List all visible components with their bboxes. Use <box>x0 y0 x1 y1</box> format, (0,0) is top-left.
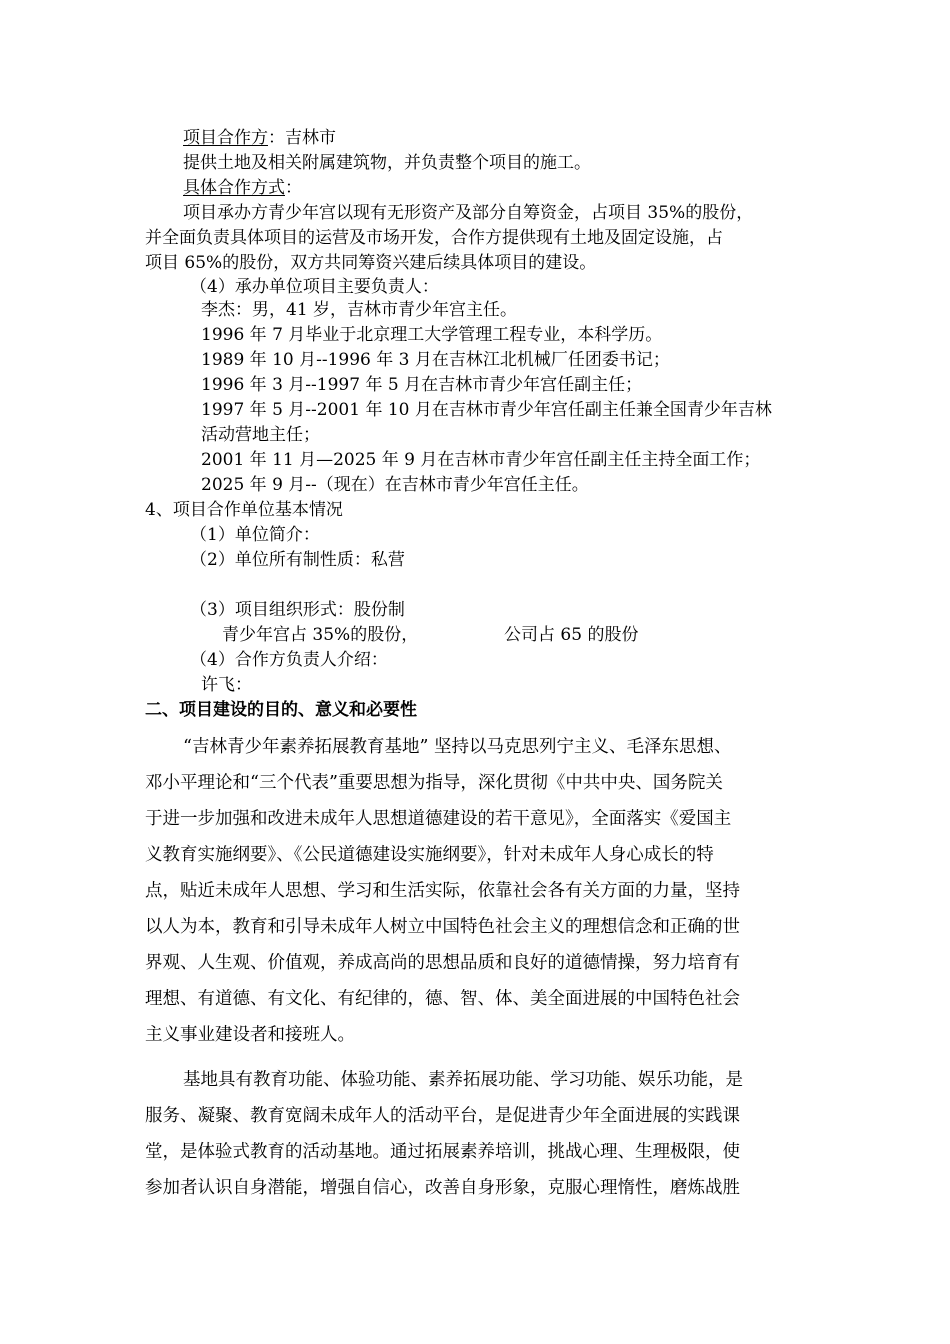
method-colon: ： <box>285 178 302 198</box>
leader-line: 活动营地主任； <box>201 425 320 445</box>
partner-leader-name: 许飞： <box>201 675 252 695</box>
section4-intro: （1）单位简介： <box>190 525 320 545</box>
method-text-line: 并全面负责具体项目的运营及市场开发，合作方提供现有土地及固定设施，占 <box>145 228 723 248</box>
para1-line: 于进一步加强和改进未成年人思想道德建设的若干意见》，全面落实《爱国主 <box>145 809 732 829</box>
leader-line: 1996 年 3 月--1997 年 5 月在吉林市青少年宫任副主任； <box>201 375 643 395</box>
partner-leader-heading: （4）合作方负责人介绍： <box>190 650 388 670</box>
leader-line: 李杰：男，41 岁，吉林市青少年宫主任。 <box>201 300 518 320</box>
method-text-line: 项目 65%的股份，双方共同筹资兴建后续具体项目的建设。 <box>145 253 597 273</box>
para1-line: 义教育实施纲要》、《公民道德建设实施纲要》，针对未成年人身心成长的特 <box>145 845 714 865</box>
para1-line: 点，贴近未成年人思想、学习和生活实际，依靠社会各有关方面的力量，坚持 <box>145 881 740 901</box>
method-label: 具体合作方式 <box>183 178 285 198</box>
partner-label: 项目合作方 <box>183 128 268 148</box>
share-right: 公司占 65 的股份 <box>504 625 639 645</box>
para1-line: 邓小平理论和“三个代表”重要思想为指导，深化贯彻《中共中央、国务院关 <box>145 773 723 793</box>
para2-line: 堂，是体验式教育的活动基地。通过拓展素养培训，挑战心理、生理极限，使 <box>145 1142 740 1162</box>
share-left: 青少年宫占 35%的股份， <box>222 625 419 645</box>
section4-form: （3）项目组织形式：股份制 <box>190 600 405 620</box>
leader-line: 1997 年 5 月--2001 年 10 月在吉林市青少年宫任副主任兼全国青少年吉林 <box>201 400 772 420</box>
partner-desc: 提供土地及相关附属建筑物，并负责整个项目的施工。 <box>183 153 591 173</box>
leader-heading: （4）承办单位项目主要负责人： <box>190 277 439 297</box>
section4-title: 4、项目合作单位基本情况 <box>145 500 343 520</box>
leader-line: 2001 年 11 月—2025 年 9 月在吉林市青少年宫任副主任主持全面工作； <box>201 450 761 470</box>
para2-line: 服务、凝聚、教育宽阔未成年人的活动平台，是促进青少年全面进展的实践课 <box>145 1106 740 1126</box>
para1-line: 以人为本，教育和引导未成年人树立中国特色社会主义的理想信念和正确的世 <box>145 917 740 937</box>
partner-line <box>183 127 336 149</box>
para2-line: 基地具有教育功能、体验功能、素养拓展功能、学习功能、娱乐功能，是 <box>183 1070 743 1090</box>
leader-line: 1996 年 7 月毕业于北京理工大学管理工程专业，本科学历。 <box>201 325 663 345</box>
para1-line: 主义事业建设者和接班人。 <box>145 1025 355 1045</box>
section4-ownership: （2）单位所有制性质：私营 <box>190 550 405 570</box>
method-line <box>183 177 302 199</box>
para1-line: “吉林青少年素养拓展教育基地” 坚持以马克思列宁主义、毛泽东思想、 <box>183 737 732 757</box>
leader-line: 1989 年 10 月--1996 年 3 月在吉林江北机械厂任团委书记； <box>201 350 670 370</box>
para1-line: 界观、人生观、价值观，养成高尚的思想品质和良好的道德情操，努力培育有 <box>145 953 740 973</box>
section2-title: 二、项目建设的目的、意义和必要性 <box>145 700 417 720</box>
para1-line: 理想、有道德、有文化、有纪律的，德、智、体、美全面进展的中国特色社会 <box>145 989 740 1009</box>
para2-line: 参加者认识自身潜能，增强自信心，改善自身形象，克服心理惰性，磨炼战胜 <box>145 1178 740 1198</box>
method-text-line: 项目承办方青少年宫以现有无形资产及部分自筹资金，占项目 35%的股份， <box>183 203 754 223</box>
partner-value: ：吉林市 <box>268 128 336 148</box>
leader-line: 2025 年 9 月--（现在）在吉林市青少年宫任主任。 <box>201 475 589 495</box>
